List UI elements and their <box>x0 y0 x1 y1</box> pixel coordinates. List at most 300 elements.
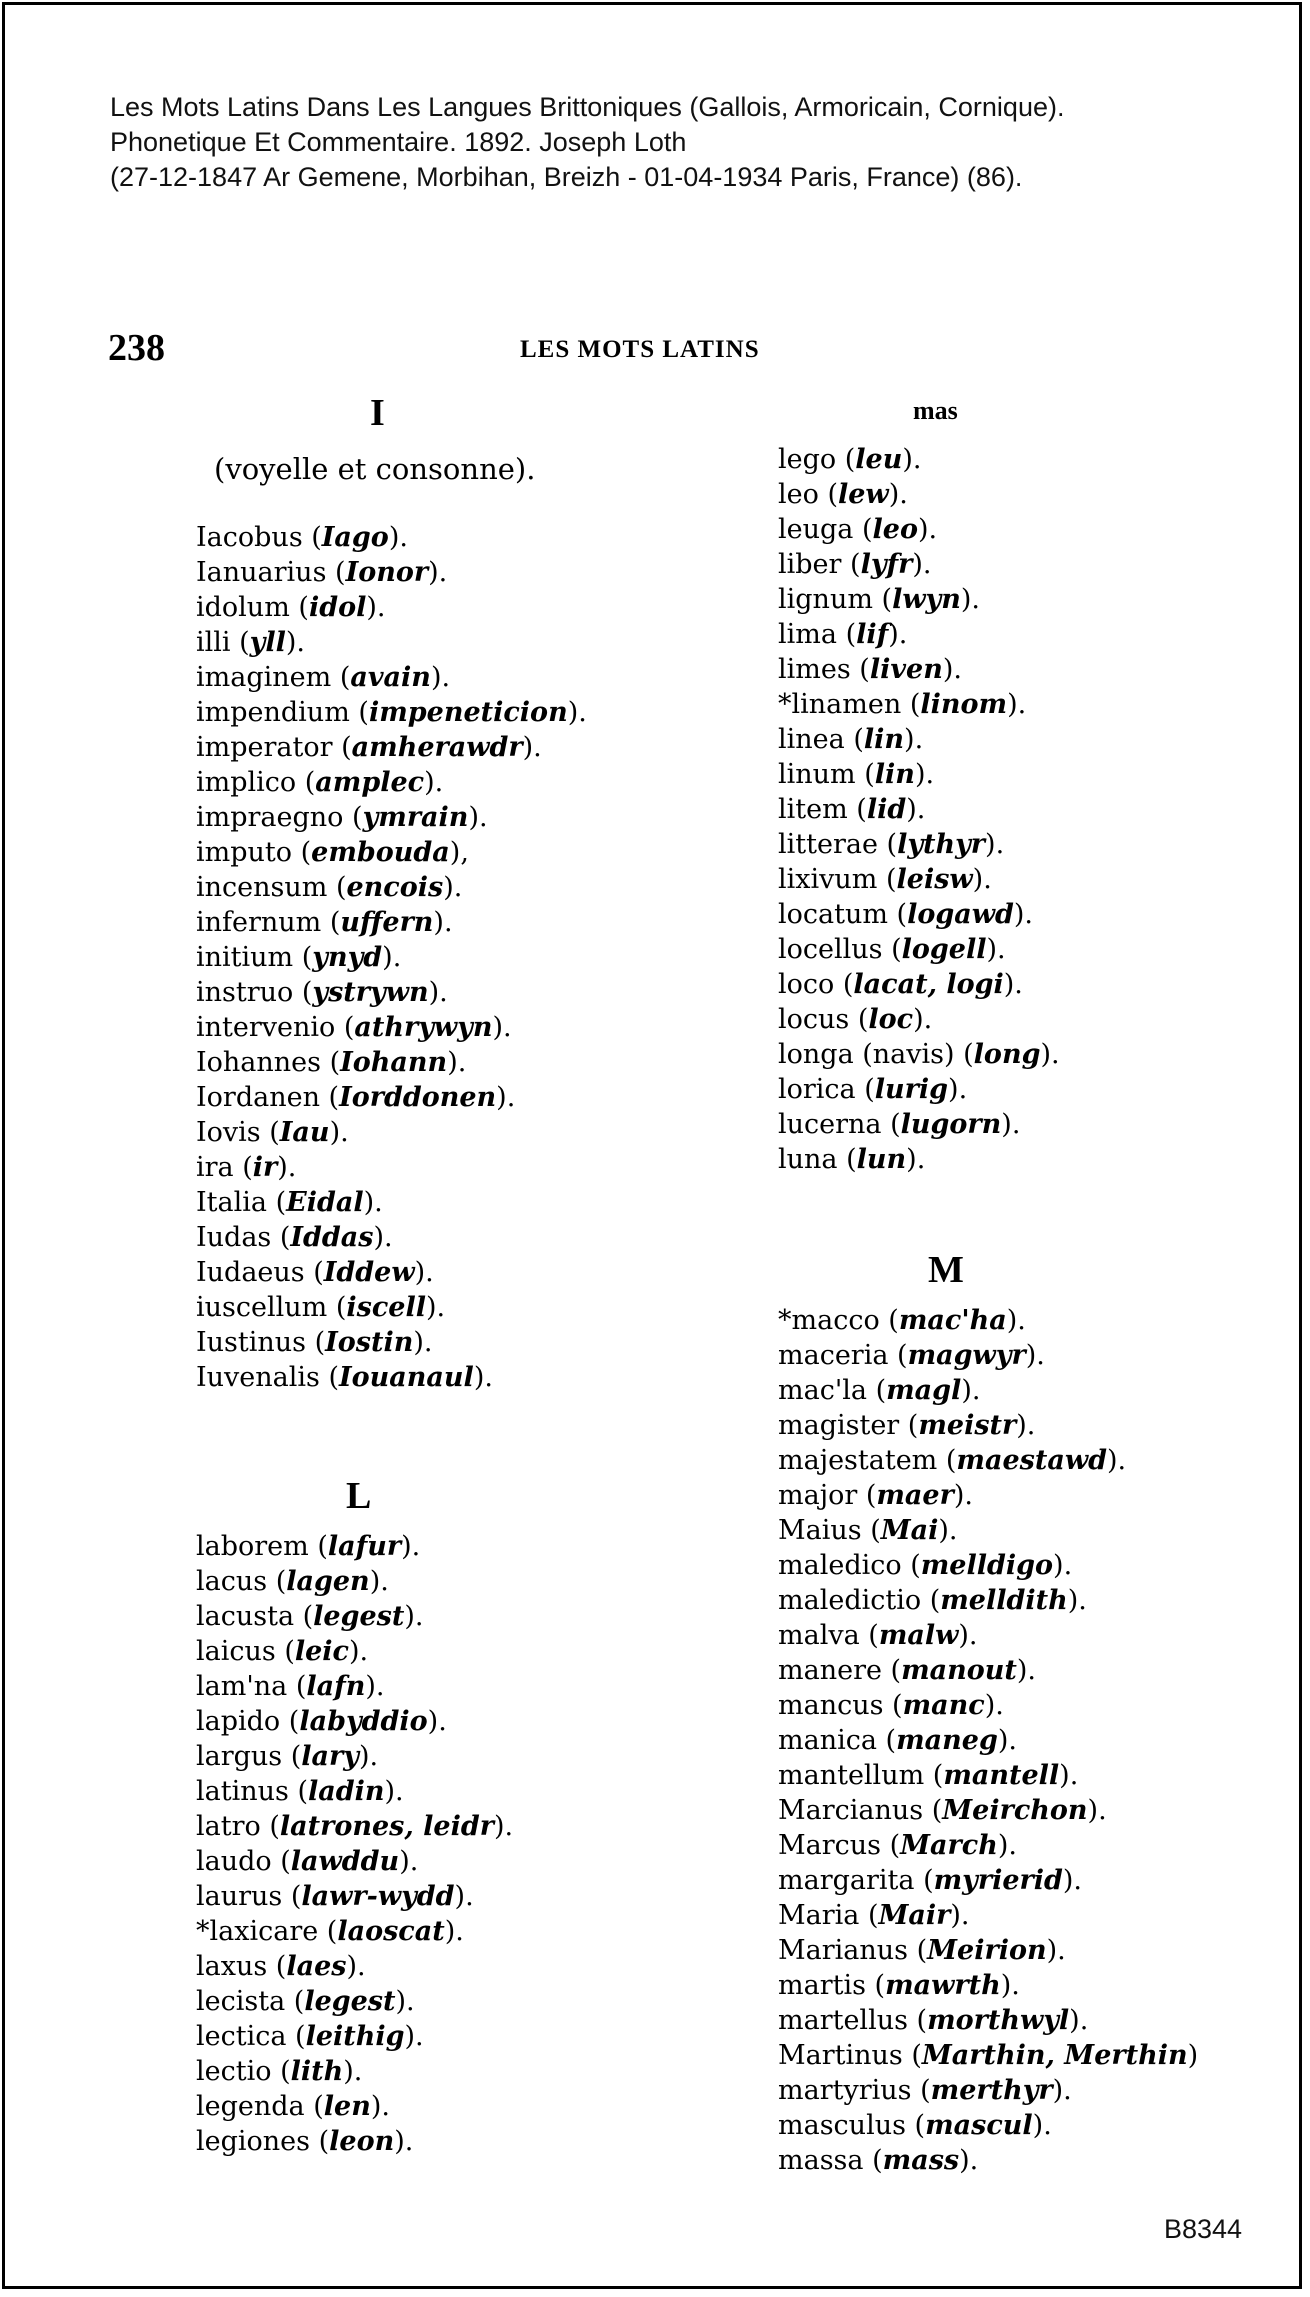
latin-word: manere <box>778 1655 882 1686</box>
latin-word: lixivum <box>778 864 878 895</box>
dictionary-entry: major (maer). <box>778 1480 973 1511</box>
section-letter-m: M <box>928 1249 964 1291</box>
dictionary-entry: loco (lacat, logi). <box>778 969 1023 1000</box>
entry-close: ). <box>454 1881 474 1912</box>
entry-close: ). <box>917 514 938 545</box>
dictionary-entry: impendium (impeneticion). <box>196 697 587 728</box>
latin-word: laxus <box>196 1951 268 1982</box>
dictionary-entry: Iudaeus (Iddew). <box>196 1257 434 1288</box>
latin-word: martis <box>778 1970 866 2001</box>
dictionary-entry: magister (meistr). <box>778 1410 1036 1441</box>
dictionary-entry: Italia (Eidal). <box>196 1187 383 1218</box>
dictionary-entry: laicus (leic). <box>196 1636 369 1667</box>
entry-close: ). <box>365 1671 385 1702</box>
dictionary-entry: martellus (morthwyl). <box>778 2005 1089 2036</box>
dictionary-entry: lignum (lwyn). <box>778 584 981 615</box>
latin-word: lectio <box>196 2056 272 2087</box>
entry-close: ). <box>888 619 908 650</box>
dictionary-entry: liber (lyfr). <box>778 549 932 580</box>
brittonic-form: lurig <box>874 1074 949 1105</box>
dictionary-entry: limes (liven). <box>778 654 962 685</box>
brittonic-form: March <box>900 1830 998 1861</box>
latin-word: laborem <box>196 1531 309 1562</box>
brittonic-form: amherawdr <box>351 732 523 763</box>
brittonic-form: laoscat <box>337 1916 445 1947</box>
brittonic-form: leisw <box>896 864 973 895</box>
entry-close: ). <box>1062 1865 1083 1896</box>
dictionary-entry: *laxicare (laoscat). <box>196 1916 464 1947</box>
dictionary-entry: lapido (labyddio). <box>196 1706 447 1737</box>
entry-close: ). <box>358 1741 379 1772</box>
entry-close: ). <box>468 802 488 833</box>
latin-word: instruo <box>196 977 294 1008</box>
latin-word: malva <box>778 1620 860 1651</box>
latin-word: lucerna <box>778 1109 882 1140</box>
entry-close: ). <box>1013 899 1033 930</box>
brittonic-form: lawr-wydd <box>301 1881 455 1912</box>
brittonic-form: manc <box>902 1690 985 1721</box>
latin-word: limes <box>778 654 851 685</box>
dictionary-entry: lecista (legest). <box>196 1986 415 2017</box>
left-column <box>196 380 756 2159</box>
entry-close: ). <box>1003 969 1023 1000</box>
brittonic-form: lacat, logi <box>853 969 1004 1000</box>
brittonic-form: mascul <box>925 2110 1033 2141</box>
section-subtitle: (voyelle et consonne). <box>214 452 536 486</box>
entry-close: ). <box>492 1012 512 1043</box>
latin-word: maledictio <box>778 1585 922 1616</box>
brittonic-form: maer <box>876 1480 954 1511</box>
latin-word: ira <box>196 1152 234 1183</box>
latin-word: lecista <box>196 1986 286 2017</box>
entry-close: ). <box>424 767 444 798</box>
brittonic-form: Iorddonen <box>339 1082 497 1113</box>
brittonic-form: yll <box>249 627 286 658</box>
dictionary-entry: manere (manout). <box>778 1655 1037 1686</box>
brittonic-form: loc <box>868 1004 914 1035</box>
section-letter-i: I <box>370 392 385 434</box>
entry-close: ). <box>904 724 924 755</box>
brittonic-form: long <box>973 1039 1041 1070</box>
entry-list-l-continued <box>778 442 1298 1177</box>
brittonic-form: Meirion <box>927 1935 1047 1966</box>
entry-close: ). <box>1016 1655 1037 1686</box>
latin-word: leo <box>778 479 819 510</box>
dictionary-entry: laxus (laes). <box>196 1951 366 1982</box>
latin-word: *linamen <box>778 689 902 720</box>
latin-word: lorica <box>778 1074 856 1105</box>
entry-close: ). <box>382 942 402 973</box>
dictionary-entry: Iordanen (Iorddonen). <box>196 1082 516 1113</box>
latin-word: imputo <box>196 837 293 868</box>
brittonic-form: embouda <box>311 837 450 868</box>
dictionary-entry: maledictio (melldith). <box>778 1585 1087 1616</box>
brittonic-form: laes <box>286 1951 347 1982</box>
entry-close: ). <box>1040 1039 1060 1070</box>
brittonic-form: melldigo <box>920 1550 1054 1581</box>
brittonic-form: logell <box>901 934 987 965</box>
latin-word: major <box>778 1480 858 1511</box>
entry-close: ). <box>427 1706 447 1737</box>
brittonic-form: amplec <box>315 767 425 798</box>
dictionary-entry: laurus (lawr-wydd). <box>196 1881 474 1912</box>
dictionary-entry: leuga (leo). <box>778 514 938 545</box>
latin-word: martellus <box>778 2005 908 2036</box>
brittonic-form: lyfr <box>860 549 913 580</box>
brittonic-form: leon <box>329 2126 395 2157</box>
brittonic-form: athrywyn <box>354 1012 493 1043</box>
entry-close: ). <box>329 1117 349 1148</box>
entry-close: ). <box>369 1566 389 1597</box>
dictionary-entry: Maius (Mai). <box>778 1515 958 1546</box>
entry-close: ). <box>960 584 981 615</box>
brittonic-form: lin <box>863 724 905 755</box>
latin-word: loco <box>778 969 835 1000</box>
entry-close: ). <box>959 2145 979 2176</box>
latin-word: litem <box>778 794 848 825</box>
entry-close: ). <box>1053 1550 1073 1581</box>
latin-word: Iudas <box>196 1222 272 1253</box>
entry-close: ). <box>902 444 922 475</box>
entry-close: ). <box>567 697 587 728</box>
dictionary-entry: Iohannes (Iohann). <box>196 1047 467 1078</box>
dictionary-entry: martis (mawrth). <box>778 1970 1020 2001</box>
brittonic-form: meistr <box>918 1410 1017 1441</box>
brittonic-form: ir <box>252 1152 278 1183</box>
latin-word: lego <box>778 444 837 475</box>
dictionary-entry: laborem (lafur). <box>196 1531 421 1562</box>
brittonic-form: melldith <box>940 1585 1068 1616</box>
brittonic-form: iscell <box>346 1292 426 1323</box>
latin-word: Maria <box>778 1900 860 1931</box>
brittonic-form: lawddu <box>290 1846 400 1877</box>
brittonic-form: legest <box>313 1601 405 1632</box>
dictionary-entry: intervenio (athrywyn). <box>196 1012 512 1043</box>
dictionary-entry: lam'na (lafn). <box>196 1671 385 1702</box>
dictionary-entry: lacusta (legest). <box>196 1601 424 1632</box>
dictionary-entry: initium (ynyd). <box>196 942 402 973</box>
latin-word: leuga <box>778 514 854 545</box>
brittonic-form: mantell <box>943 1760 1060 1791</box>
entry-close: ). <box>373 1222 393 1253</box>
dictionary-entry: lixivum (leisw). <box>778 864 992 895</box>
dictionary-entry: leo (lew). <box>778 479 908 510</box>
entry-close: ). <box>401 1531 421 1562</box>
latin-word: Iuvenalis <box>196 1362 320 1393</box>
latin-word: Ianuarius <box>196 557 327 588</box>
latin-word: maledico <box>778 1550 902 1581</box>
entry-close: ). <box>961 1375 981 1406</box>
dictionary-entry: incensum (encois). <box>196 872 463 903</box>
latin-word: Maius <box>778 1515 862 1546</box>
latin-word: locus <box>778 1004 850 1035</box>
entry-close: ). <box>433 907 453 938</box>
brittonic-form: legest <box>304 1986 396 2017</box>
dictionary-entry: Iustinus (Iostin). <box>196 1327 433 1358</box>
dictionary-entry: lectica (leithig). <box>196 2021 424 2052</box>
brittonic-form: lafn <box>306 1671 366 1702</box>
latin-word: largus <box>196 1741 283 1772</box>
dictionary-entry: instruo (ystrywn). <box>196 977 448 1008</box>
latin-word: masculus <box>778 2110 906 2141</box>
dictionary-entry: laudo (lawddu). <box>196 1846 419 1877</box>
brittonic-form: encois <box>346 872 444 903</box>
latin-word: mancus <box>778 1690 884 1721</box>
dictionary-entry: Marianus (Meirion). <box>778 1935 1066 1966</box>
entry-close: ). <box>425 1292 446 1323</box>
brittonic-form: lif <box>856 619 889 650</box>
dictionary-entry: martyrius (merthyr). <box>778 2075 1072 2106</box>
entry-close: ). <box>430 662 451 693</box>
latin-word: legenda <box>196 2091 305 2122</box>
entry-close: ). <box>1069 2005 1089 2036</box>
latin-word: lignum <box>778 584 873 615</box>
footer-code: B8344 <box>1164 2214 1243 2244</box>
entry-close: ). <box>888 479 908 510</box>
latin-word: idolum <box>196 592 290 623</box>
document-header <box>110 90 1230 195</box>
entry-close: ). <box>1016 1410 1036 1441</box>
dictionary-entry: litem (lid). <box>778 794 926 825</box>
entry-close: ). <box>388 522 408 553</box>
entry-close: ). <box>414 1257 434 1288</box>
brittonic-form: mac'ha <box>898 1305 1007 1336</box>
latin-word: iuscellum <box>196 1292 328 1323</box>
entry-close: ). <box>447 1047 467 1078</box>
latin-word: lacus <box>196 1566 268 1597</box>
dictionary-entry: majestatem (maestawd). <box>778 1445 1127 1476</box>
dictionary-entry: lima (lif). <box>778 619 908 650</box>
dictionary-entry: legenda (len). <box>196 2091 390 2122</box>
brittonic-form: ymrain <box>362 802 469 833</box>
dictionary-entry: ira (ir). <box>196 1152 297 1183</box>
latin-word: majestatem <box>778 1445 938 1476</box>
brittonic-form: merthyr <box>930 2075 1053 2106</box>
dictionary-entry: idolum (idol). <box>196 592 386 623</box>
entry-close: ) <box>1187 2040 1199 2071</box>
entry-close: ). <box>914 759 935 790</box>
dictionary-entry: Iuvenalis (Iouanaul). <box>196 1362 493 1393</box>
brittonic-form: morthwyl <box>927 2005 1070 2036</box>
latin-word: Iudaeus <box>196 1257 305 1288</box>
brittonic-form: lary <box>301 1741 359 1772</box>
entry-close: ). <box>938 1515 958 1546</box>
dictionary-entry: litterae (lythyr). <box>778 829 1005 860</box>
entry-list-i <box>196 520 756 1395</box>
entry-close: ). <box>366 592 386 623</box>
brittonic-form: avain <box>350 662 431 693</box>
brittonic-form: lid <box>866 794 907 825</box>
brittonic-form: lafur <box>327 1531 402 1562</box>
latin-word: linum <box>778 759 856 790</box>
latin-word: implico <box>196 767 297 798</box>
dictionary-entry: mancus (manc). <box>778 1690 1004 1721</box>
brittonic-form: lun <box>856 1144 907 1175</box>
entry-close: ). <box>942 654 962 685</box>
entry-close: ). <box>473 1362 493 1393</box>
latin-word: *macco <box>778 1305 880 1336</box>
entry-close: ). <box>950 1900 970 1931</box>
entry-list-l <box>196 1529 756 2159</box>
latin-word: luna <box>778 1144 838 1175</box>
dictionary-entry: longa (navis) (long). <box>778 1039 1060 1070</box>
entry-close: ). <box>984 1690 1004 1721</box>
entry-close: ). <box>285 627 305 658</box>
entry-close: ). <box>346 1951 366 1982</box>
dictionary-entry: *macco (mac'ha). <box>778 1305 1026 1336</box>
brittonic-form: Iouanaul <box>339 1362 474 1393</box>
entry-close: ). <box>363 1187 383 1218</box>
latin-word: massa <box>778 2145 864 2176</box>
dictionary-entry: margarita (myrierid). <box>778 1865 1083 1896</box>
brittonic-form: Mair <box>878 1900 951 1931</box>
dictionary-entry: Iacobus (Iago). <box>196 522 408 553</box>
brittonic-form: Iddas <box>290 1222 374 1253</box>
dictionary-entry: largus (lary). <box>196 1741 379 1772</box>
brittonic-form: logawd <box>907 899 1014 930</box>
running-head: LES MOTS LATINS <box>520 336 760 363</box>
entry-close: ). <box>997 1830 1017 1861</box>
dictionary-entry: Iudas (Iddas). <box>196 1222 393 1253</box>
entry-close: ). <box>1067 1585 1087 1616</box>
latin-word: Marcus <box>778 1830 882 1861</box>
brittonic-form: lew <box>838 479 889 510</box>
latin-word: latinus <box>196 1776 289 1807</box>
entry-close: ). <box>370 2091 390 2122</box>
entry-close: ), <box>449 837 469 868</box>
latin-word: manica <box>778 1725 877 1756</box>
dictionary-entry: imputo (embouda), <box>196 837 469 868</box>
entry-close: ). <box>444 1916 464 1947</box>
brittonic-form: Marthin, Merthin <box>921 2040 1188 2071</box>
entry-close: ). <box>972 864 992 895</box>
entry-close: ). <box>1000 1970 1020 2001</box>
dictionary-entry: latro (latrones, leidr). <box>196 1811 514 1842</box>
entry-close: ). <box>1046 1935 1066 1966</box>
brittonic-form: ladin <box>307 1776 385 1807</box>
brittonic-form: Ionor <box>345 557 429 588</box>
entry-close: ). <box>394 2126 414 2157</box>
latin-word: infernum <box>196 907 322 938</box>
entry-close: ). <box>277 1152 297 1183</box>
latin-word: laicus <box>196 1636 276 1667</box>
latin-word: legiones <box>196 2126 311 2157</box>
entry-close: ). <box>428 557 448 588</box>
latin-word: imaginem <box>196 662 332 693</box>
dictionary-entry: linea (lin). <box>778 724 924 755</box>
brittonic-form: Iostin <box>325 1327 414 1358</box>
dictionary-entry: lectio (lith). <box>196 2056 363 2087</box>
dictionary-entry: massa (mass). <box>778 2145 979 2176</box>
dictionary-entry: mac'la (magl). <box>778 1375 981 1406</box>
dictionary-entry: locus (loc). <box>778 1004 933 1035</box>
brittonic-form: Iago <box>321 522 389 553</box>
latin-word: Iovis <box>196 1117 261 1148</box>
latin-word: liber <box>778 549 842 580</box>
entry-close: ). <box>913 1004 933 1035</box>
continued-label: mas <box>913 396 958 425</box>
brittonic-form: ynyd <box>312 942 383 973</box>
brittonic-form: uffern <box>340 907 434 938</box>
latin-word: Iordanen <box>196 1082 320 1113</box>
brittonic-form: Iddew <box>323 1257 415 1288</box>
dictionary-entry: Marcianus (Meirchon). <box>778 1795 1107 1826</box>
entry-close: ). <box>1087 1795 1107 1826</box>
brittonic-form: impeneticion <box>368 697 568 728</box>
dictionary-entry: lorica (lurig). <box>778 1074 968 1105</box>
latin-word: locatum <box>778 899 888 930</box>
dictionary-entry: imperator (amherawdr). <box>196 732 542 763</box>
brittonic-form: malw <box>878 1620 959 1651</box>
latin-word: lima <box>778 619 837 650</box>
latin-word: illi <box>196 627 231 658</box>
latin-word: maceria <box>778 1340 889 1371</box>
dictionary-entry: Maria (Mair). <box>778 1900 970 1931</box>
entry-close: ). <box>496 1082 516 1113</box>
brittonic-form: mass <box>882 2145 960 2176</box>
latin-word: Iacobus <box>196 522 303 553</box>
entry-close: ). <box>953 1480 973 1511</box>
brittonic-form: leithig <box>305 2021 405 2052</box>
entry-close: ). <box>404 1601 424 1632</box>
latin-word: magister <box>778 1410 900 1441</box>
dictionary-entry: latinus (ladin). <box>196 1776 404 1807</box>
latin-word: locellus <box>778 934 883 965</box>
latin-word: Marcianus <box>778 1795 924 1826</box>
brittonic-form: Iau <box>279 1117 330 1148</box>
brittonic-form: manout <box>901 1655 1017 1686</box>
entry-close: ). <box>343 2056 363 2087</box>
entry-close: ). <box>948 1074 968 1105</box>
dictionary-entry: luna (lun). <box>778 1144 926 1175</box>
brittonic-form: mawrth <box>885 1970 1001 2001</box>
entry-close: ). <box>985 829 1005 860</box>
dictionary-entry: lacus (lagen). <box>196 1566 389 1597</box>
latin-word: intervenio <box>196 1012 336 1043</box>
brittonic-form: magwyr <box>907 1340 1026 1371</box>
brittonic-form: maneg <box>896 1725 998 1756</box>
entry-list-m <box>778 1303 1298 2178</box>
latin-word: linea <box>778 724 845 755</box>
brittonic-form: maestawd <box>956 1445 1107 1476</box>
entry-close: ). <box>1106 1445 1127 1476</box>
dictionary-entry: mantellum (mantell). <box>778 1760 1079 1791</box>
latin-word: *laxicare <box>196 1916 319 1947</box>
entry-close: ). <box>912 549 932 580</box>
entry-close: ). <box>384 1776 404 1807</box>
dictionary-entry: maledico (melldigo). <box>778 1550 1073 1581</box>
brittonic-form: ystrywn <box>312 977 429 1008</box>
dictionary-entry: *linamen (linom). <box>778 689 1027 720</box>
brittonic-form: lugorn <box>900 1109 1002 1140</box>
brittonic-form: magl <box>886 1375 962 1406</box>
brittonic-form: len <box>323 2091 371 2122</box>
dictionary-entry: lego (leu). <box>778 444 922 475</box>
dictionary-entry: malva (malw). <box>778 1620 978 1651</box>
latin-word: laurus <box>196 1881 283 1912</box>
brittonic-form: lith <box>290 2056 344 2087</box>
entry-close: ). <box>1052 2075 1072 2106</box>
brittonic-form: Eidal <box>286 1187 364 1218</box>
dictionary-entry: manica (maneg). <box>778 1725 1017 1756</box>
entry-close: ). <box>997 1725 1017 1756</box>
latin-word: martyrius <box>778 2075 912 2106</box>
dictionary-entry: Iovis (Iau). <box>196 1117 349 1148</box>
brittonic-form: Mai <box>880 1515 939 1546</box>
header-line-2: Phonetique Et Commentaire. 1892. Joseph Loth <box>110 127 687 157</box>
brittonic-form: lwyn <box>892 584 961 615</box>
latin-word: latro <box>196 1811 261 1842</box>
